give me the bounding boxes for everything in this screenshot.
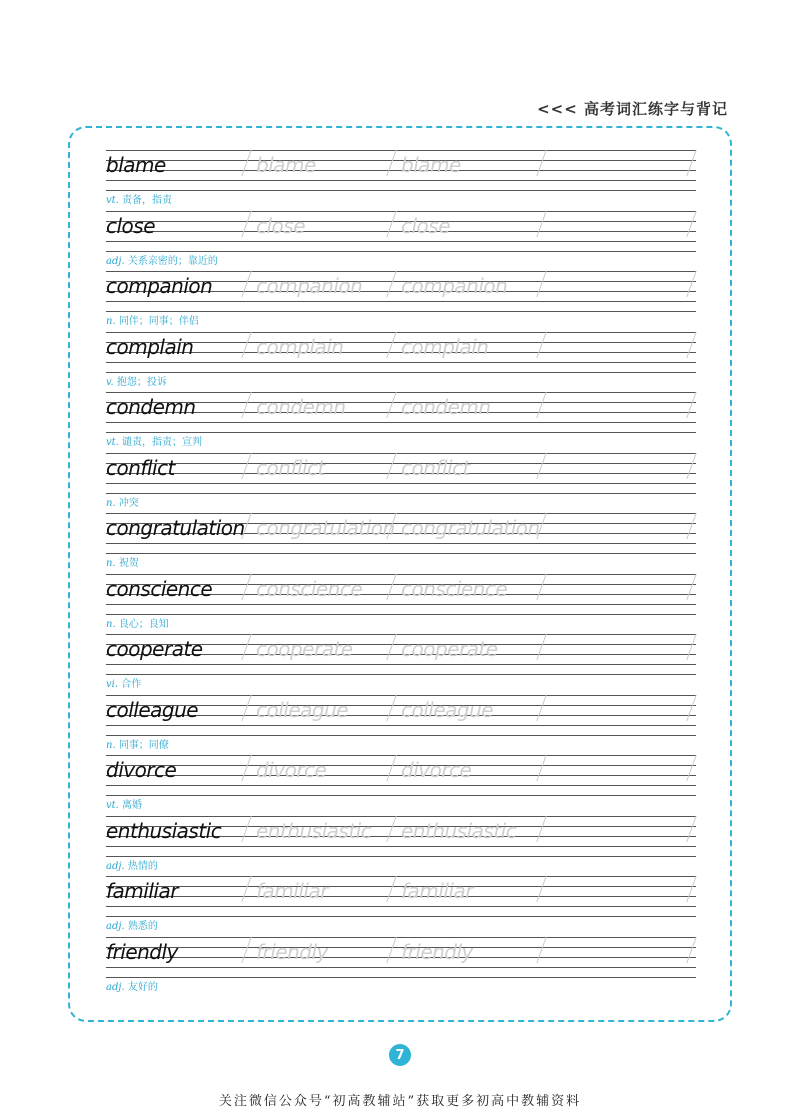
definition-text: 离婚 — [122, 800, 143, 811]
vocab-entry — [106, 755, 696, 816]
writing-line — [106, 553, 696, 554]
divider-slash — [686, 695, 696, 721]
definition-text: 祝贺 — [118, 558, 139, 569]
trace-word: cooperate — [256, 637, 353, 661]
vocab-entry — [106, 574, 696, 635]
definition-text: 同事；同僚 — [118, 739, 169, 751]
divider-slash — [241, 453, 251, 479]
vocab-meaning — [106, 494, 139, 509]
writing-line — [106, 614, 696, 615]
trace-word: conscience — [401, 576, 508, 601]
vocab-meaning — [106, 373, 167, 388]
divider-slash — [241, 332, 251, 358]
writing-line — [106, 180, 696, 181]
divider-slash — [536, 634, 546, 660]
footer-note: 关注微信公众号“初高教辅站”获取更多初高中教辅资料 — [218, 1094, 582, 1109]
divider-slash — [386, 392, 396, 418]
vocab-entry — [106, 937, 696, 998]
vocab-meaning — [106, 736, 169, 751]
divider-slash — [536, 876, 546, 902]
divider-slash — [386, 150, 396, 176]
writing-line — [106, 372, 696, 373]
part-of-speech: vi. — [106, 679, 119, 690]
vocab-word: complain — [106, 334, 194, 359]
divider-slash — [386, 211, 396, 237]
part-of-speech: adj. — [106, 860, 125, 872]
divider-slash — [386, 876, 396, 902]
part-of-speech: adj. — [106, 981, 125, 993]
trace-word: conflict — [256, 455, 325, 480]
writing-line — [106, 967, 696, 968]
writing-line — [106, 916, 696, 917]
vocab-entry — [106, 816, 696, 877]
definition-text: 抱怨；投诉 — [116, 376, 167, 388]
part-of-speech: vt. — [106, 800, 119, 811]
writing-line — [106, 664, 696, 665]
divider-slash — [241, 876, 251, 902]
trace-word: divorce — [401, 758, 472, 782]
writing-line — [106, 190, 696, 191]
trace-word: conscience — [256, 576, 363, 601]
divider-slash — [686, 574, 696, 600]
divider-slash — [686, 150, 696, 176]
vocab-meaning — [106, 554, 139, 569]
divider-slash — [686, 332, 696, 358]
writing-line — [106, 906, 696, 907]
trace-word: colleague — [256, 697, 349, 722]
divider-slash — [241, 271, 251, 297]
part-of-speech: n. — [106, 558, 116, 569]
vocab-entry — [106, 876, 696, 937]
definition-text: 良心；良知 — [118, 618, 169, 630]
divider-slash — [536, 755, 546, 781]
vocab-word: friendly — [106, 939, 178, 964]
trace-word: congratulation — [401, 516, 540, 540]
vocab-meaning — [106, 191, 172, 206]
trace-word: blame — [256, 153, 316, 177]
divider-slash — [686, 755, 696, 781]
part-of-speech: v. — [106, 376, 114, 388]
trace-word: condemn — [401, 395, 491, 419]
trace-word: colleague — [401, 697, 494, 722]
divider-slash — [686, 453, 696, 479]
vocab-word: conflict — [106, 455, 175, 480]
writing-line — [106, 493, 696, 494]
divider-slash — [241, 574, 251, 600]
vocab-meaning — [106, 796, 142, 811]
writing-line — [106, 977, 696, 978]
trace-word: close — [401, 213, 451, 238]
vocab-entry — [106, 453, 696, 514]
trace-word: complain — [256, 334, 344, 359]
writing-line — [106, 271, 696, 272]
divider-slash — [386, 574, 396, 600]
writing-line — [106, 574, 696, 575]
vocab-word: familiar — [106, 879, 178, 903]
part-of-speech: n. — [106, 316, 116, 327]
part-of-speech: adj. — [106, 921, 125, 932]
writing-line — [106, 362, 696, 363]
writing-line — [106, 795, 696, 796]
divider-slash — [386, 755, 396, 781]
vocab-entry — [106, 271, 696, 332]
trace-word: conflict — [401, 455, 470, 480]
writing-line — [106, 543, 696, 544]
divider-slash — [686, 816, 696, 842]
part-of-speech: n. — [106, 497, 116, 509]
divider-slash — [386, 332, 396, 358]
divider-slash — [536, 392, 546, 418]
vocab-entry — [106, 634, 696, 695]
trace-word: companion — [401, 274, 508, 298]
writing-line — [106, 513, 696, 514]
divider-slash — [536, 211, 546, 237]
writing-line — [106, 725, 696, 726]
page-number-badge: 7 — [389, 1044, 411, 1066]
vocab-entry — [106, 513, 696, 574]
writing-line — [106, 755, 696, 756]
divider-slash — [536, 150, 546, 176]
writing-line — [106, 937, 696, 938]
vocab-word: blame — [106, 153, 166, 177]
divider-slash — [686, 634, 696, 660]
writing-line — [106, 453, 696, 454]
vocab-word: divorce — [106, 758, 177, 782]
divider-slash — [686, 937, 696, 963]
part-of-speech: adj. — [106, 255, 125, 267]
vocab-meaning — [106, 917, 158, 932]
divider-slash — [686, 271, 696, 297]
divider-slash — [536, 816, 546, 842]
writing-line — [106, 150, 696, 151]
trace-word: cooperate — [401, 637, 498, 661]
part-of-speech: vt. — [106, 195, 119, 206]
divider-slash — [386, 453, 396, 479]
writing-line — [106, 392, 696, 393]
definition-text: 同伴；同事；伴侣 — [118, 316, 199, 327]
trace-word: enthusiastic — [401, 818, 517, 843]
divider-slash — [536, 695, 546, 721]
divider-slash — [241, 634, 251, 660]
divider-slash — [536, 937, 546, 963]
divider-slash — [386, 816, 396, 842]
writing-line — [106, 876, 696, 877]
trace-word: congratulation — [256, 516, 395, 540]
trace-word: blame — [401, 153, 461, 177]
vocab-meaning — [106, 857, 158, 872]
divider-slash — [386, 937, 396, 963]
divider-slash — [536, 271, 546, 297]
vocab-meaning — [106, 675, 141, 690]
divider-slash — [241, 211, 251, 237]
vocab-meaning — [106, 433, 202, 448]
vocab-meaning — [106, 252, 218, 267]
vocab-entry — [106, 695, 696, 756]
divider-slash — [536, 574, 546, 600]
vocab-entry — [106, 211, 696, 272]
definition-text: 关系亲密的；靠近的 — [127, 255, 218, 267]
divider-slash — [241, 695, 251, 721]
writing-line — [106, 785, 696, 786]
trace-word: friendly — [401, 939, 473, 964]
part-of-speech: vt. — [106, 437, 119, 448]
part-of-speech: n. — [106, 739, 116, 751]
divider-slash — [241, 392, 251, 418]
vocab-word: close — [106, 213, 156, 238]
trace-word: condemn — [256, 395, 346, 419]
vocab-entry — [106, 150, 696, 211]
vocabulary-list — [106, 150, 696, 997]
vocab-word: colleague — [106, 697, 199, 722]
vocab-entry — [106, 392, 696, 453]
divider-slash — [241, 150, 251, 176]
writing-line — [106, 856, 696, 857]
vocab-word: enthusiastic — [106, 818, 222, 843]
trace-word: divorce — [256, 758, 327, 782]
writing-line — [106, 211, 696, 212]
definition-text: 熟悉的 — [127, 921, 158, 932]
divider-slash — [241, 816, 251, 842]
divider-slash — [386, 695, 396, 721]
writing-line — [106, 604, 696, 605]
writing-line — [106, 422, 696, 423]
writing-line — [106, 816, 696, 817]
writing-line — [106, 695, 696, 696]
definition-text: 热情的 — [127, 860, 158, 872]
divider-slash — [386, 634, 396, 660]
vocab-word: companion — [106, 274, 213, 298]
definition-text: 合作 — [121, 679, 142, 690]
writing-line — [106, 735, 696, 736]
writing-line — [106, 674, 696, 675]
trace-word: friendly — [256, 939, 328, 964]
trace-word: familiar — [401, 879, 473, 903]
definition-text: 冲突 — [118, 497, 139, 509]
divider-slash — [536, 332, 546, 358]
divider-slash — [241, 937, 251, 963]
writing-line — [106, 241, 696, 242]
divider-slash — [241, 755, 251, 781]
writing-line — [106, 332, 696, 333]
vocab-meaning — [106, 312, 199, 327]
writing-line — [106, 634, 696, 635]
divider-slash — [686, 876, 696, 902]
vocab-meaning — [106, 978, 158, 993]
writing-line — [106, 301, 696, 302]
vocab-entry — [106, 332, 696, 393]
trace-word: familiar — [256, 879, 328, 903]
trace-word: companion — [256, 274, 363, 298]
divider-slash — [386, 271, 396, 297]
writing-line — [106, 483, 696, 484]
divider-slash — [536, 453, 546, 479]
part-of-speech: n. — [106, 618, 116, 630]
divider-slash — [686, 513, 696, 539]
vocab-word: cooperate — [106, 637, 203, 661]
vocab-word: congratulation — [106, 516, 245, 540]
trace-word: complain — [401, 334, 489, 359]
trace-word: enthusiastic — [256, 818, 372, 843]
vocab-word: condemn — [106, 395, 196, 419]
definition-text: 责备，指责 — [122, 195, 173, 206]
vocab-meaning — [106, 615, 169, 630]
definition-text: 友好的 — [127, 981, 158, 993]
divider-slash — [686, 211, 696, 237]
vocab-word: conscience — [106, 576, 213, 601]
divider-slash — [686, 392, 696, 418]
definition-text: 谴责，指责；宣判 — [122, 437, 203, 448]
writing-line — [106, 846, 696, 847]
header-title: <<< 高考词汇练字与背记 — [537, 100, 728, 118]
trace-word: close — [256, 213, 306, 238]
